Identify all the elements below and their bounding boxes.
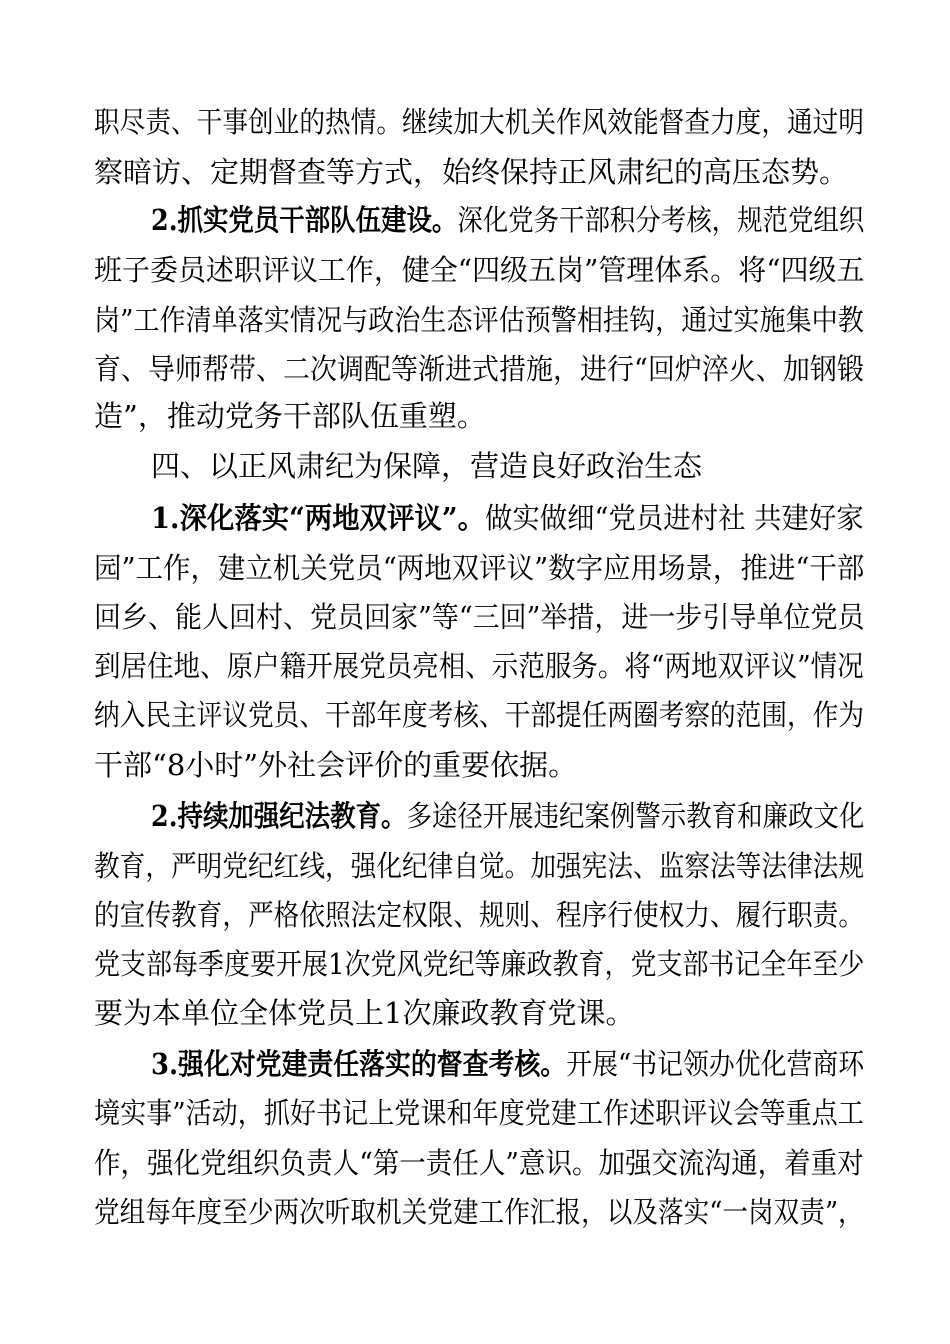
paragraph-line: 党支部每季度要开展1次党风党纪等廉政教育，党支部书记全年至少: [94, 947, 865, 981]
paragraph-line: 岗”工作清单落实情况与政治生态评估预警相挂钩，通过实施集中教: [94, 303, 864, 337]
paragraph-line: 回乡、能人回村、党员回家”等“三回”举措，进一步引导单位党员: [94, 600, 865, 634]
paragraph-line: 党组每年度至少两次听取机关党建工作汇报，以及落实“一岗双责”，: [94, 1195, 864, 1229]
paragraph-line: 干部“8小时”外社会评价的重要依据。: [94, 748, 578, 782]
paragraph-line: 造”，推动党务干部队伍重塑。: [94, 399, 486, 433]
paragraph-line: 育、导师帮带、二次调配等渐进式措施，进行“回炉淬火、加钢锻: [94, 352, 864, 386]
paragraph-line: 要为本单位全体党员上1次廉政教育党课。: [94, 996, 635, 1030]
paragraph-line: 到居住地、原户籍开展党员亮相、示范服务。将“两地双评议”情况: [94, 649, 864, 683]
paragraph-line: [151, 498, 864, 538]
item-text: 深化党务干部积分考核，规范党组织: [457, 203, 865, 237]
paragraph-line: 教育，严明党纪红线，强化纪律自觉。加强宪法、监察法等法律法规: [94, 849, 865, 883]
paragraph-line: 境实事”活动，抓好书记上党课和年度党建工作述职评议会等重点工: [94, 1096, 864, 1130]
item-heading: 2.持续加强纪法教育。: [151, 799, 407, 833]
item-text: 做实做细“党员进村社 共建好家: [484, 501, 864, 535]
paragraph-line: 作，强化党组织负责人“第一责任人”意识。加强交流沟通，着重对: [94, 1146, 864, 1180]
paragraph-line: 察暗访、定期督查等方式，始终保持正风肃纪的高压态势。: [94, 155, 849, 189]
item-text: 多途径开展违纪案例警示教育和廉政文化: [406, 799, 865, 833]
item-heading: 1.深化落实“两地双评议”。: [151, 501, 485, 535]
paragraph-line: 园”工作，建立机关党员“两地双评议”数字应用场景，推进“干部: [94, 551, 865, 585]
paragraph-line: [151, 1044, 864, 1084]
paragraph-line: [151, 796, 864, 836]
item-text: 开展“书记领办优化营商环: [566, 1047, 865, 1081]
item-heading: 2.抓实党员干部队伍建设。: [151, 203, 458, 237]
paragraph-line: [151, 200, 864, 240]
paragraph-line: 的宣传教育，严格依照法定权限、规则、程序行使权力、履行职责。: [94, 898, 865, 932]
paragraph-line: 班子委员述职评议工作，健全“四级五岗”管理体系。将“四级五: [94, 253, 865, 287]
section-heading: 四、以正风肃纪为保障，营造良好政治生态: [151, 449, 703, 483]
item-heading: 3.强化对党建责任落实的督查考核。: [151, 1047, 567, 1081]
paragraph-line: 纳入民主评议党员、干部年度考核、干部提任两圈考察的范围，作为: [94, 698, 865, 732]
paragraph-line: 职尽责、干事创业的热情。继续加大机关作风效能督查力度，通过明: [94, 105, 865, 139]
